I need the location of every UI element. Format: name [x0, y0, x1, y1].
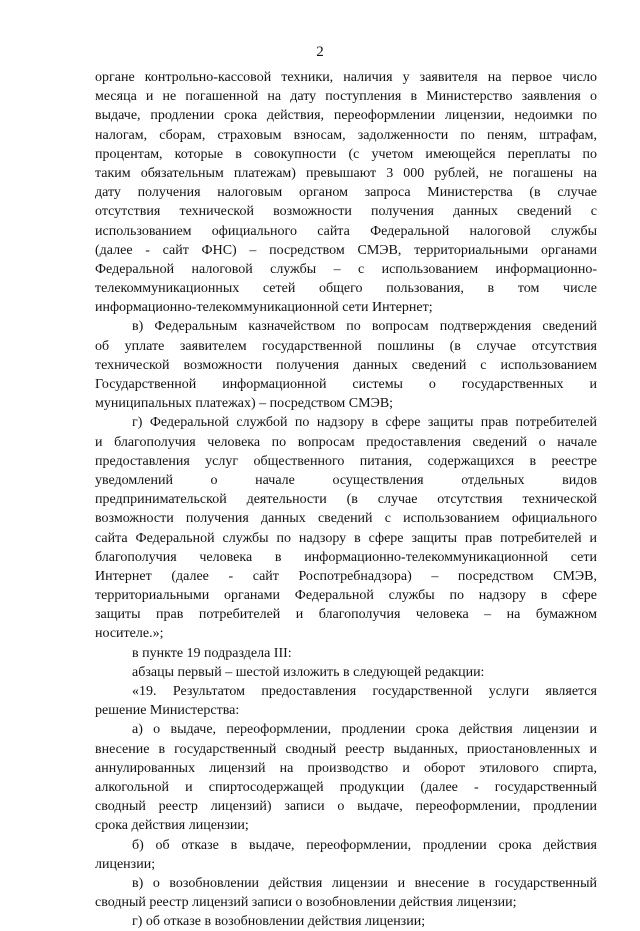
text-line: б) об отказе в выдаче, переоформлении, продлении срока действия [132, 837, 597, 853]
paragraph-point-19 [95, 644, 597, 663]
paragraph-v-treasury [95, 317, 597, 413]
text-line: носителе.»; [95, 626, 164, 642]
text-line: срока действия лицензии; [95, 818, 249, 834]
text-line: таким обязательным платежам) превышают 3 000 рублей, не погашены на [95, 165, 597, 181]
text-line: использованием официального сайта Федеральной налоговой службы [95, 223, 597, 239]
paragraph-v-renewal [95, 874, 597, 912]
text-line: технической возможности получения данных сведений с использованием [95, 357, 597, 373]
text-line: Интернет (далее - сайт Роспотребнадзора) – посредством СМЭВ, [95, 568, 597, 584]
text-line: предоставления услуг общественного питания, содержащихся в реестре [95, 453, 597, 469]
text-line: в) Федеральным казначейством по вопросам подтверждения сведений [132, 319, 597, 335]
text-line: решение Министерства: [95, 703, 240, 719]
text-line: сайта Федеральной службы по надзору в сфере защиты прав потребителей и [95, 530, 597, 546]
paragraph-paragraphs [95, 663, 597, 682]
text-line: дату получения налоговым органом запроса Министерства (в случае [95, 185, 597, 201]
text-line: «19. Результатом предоставления государственной услуги является [132, 684, 597, 699]
text-line: а) о выдаче, переоформлении, продлении срока действия лицензии и [132, 722, 597, 738]
text-line: алкогольной и спиртосодержащей продукции (далее - государственный [95, 779, 597, 795]
document-body [95, 68, 597, 931]
paragraph-g-refusal [95, 912, 597, 931]
text-line: налогам, сборам, страховым взносам, задолженности по пеням, штрафам, [95, 127, 597, 143]
paragraph-a [95, 720, 597, 835]
text-line: уведомлений о начале осуществления отдельных видов [95, 472, 597, 488]
page-number: 2 [316, 44, 324, 60]
paragraph-continuation [95, 68, 597, 317]
text-line: абзацы первый – шестой изложить в следующей редакции: [132, 664, 485, 680]
text-line: лицензии; [95, 856, 156, 872]
text-line: в) о возобновлении действия лицензии и внесение в государственный [132, 875, 597, 891]
text-line: благополучия человека в информационно-телекоммуникационной сети [95, 549, 597, 565]
paragraph-19-result [95, 682, 597, 720]
text-line: Федеральной налоговой службы – с использованием информационно- [95, 261, 597, 277]
text-line: г) Федеральной службой по надзору в сфере защиты прав потребителей [132, 415, 597, 431]
text-line: отсутствия технической возможности получения данных сведений с [95, 204, 597, 220]
text-line: (далее - сайт ФНС) – посредством СМЭВ, территориальными органами [95, 242, 597, 258]
paragraph-g-rospotrebnadzor [95, 413, 597, 643]
paragraph-b [95, 836, 597, 874]
text-line: информационно-телекоммуникационной сети Интернет; [95, 300, 433, 316]
text-line: выдаче, продлении срока действия, переоформлении лицензии, недоимки по [95, 108, 597, 124]
text-line: муниципальных платежах) – посредством СМЭВ; [95, 396, 394, 412]
text-line: внесение в государственный сводный реестр выданных, приостановленных и [95, 741, 597, 757]
text-line: об уплате заявителем государственной пошлины (в случае отсутствия [95, 338, 597, 354]
text-line: возможности получения данных сведений с использованием официального [95, 511, 597, 527]
text-line: территориальными органами Федеральной службы по надзору в сфере [95, 588, 597, 604]
text-line: процентам, которые в совокупности (с учетом имеющейся переплаты по [95, 146, 597, 162]
text-line: предпринимательской деятельности (в случае отсутствия технической [95, 492, 597, 508]
text-line: г) об отказе в возобновлении действия лицензии; [132, 914, 426, 930]
text-line: защиты прав потребителей и благополучия человека – на бумажном [95, 607, 597, 623]
text-line: сводный реестр лицензий) записи о выдаче, переоформлении, продлении [95, 799, 597, 815]
text-line: месяца и не погашенной на дату поступления в Министерство заявления о [95, 89, 597, 105]
text-line: в пункте 19 подраздела III: [132, 645, 292, 661]
text-line: телекоммуникационных сетей общего пользования, в том числе [95, 281, 597, 297]
text-line: сводный реестр лицензий записи о возобновлении действия лицензии; [95, 895, 517, 911]
text-line: аннулированных лицензий на производство и оборот этилового спирта, [95, 760, 597, 776]
text-line: Государственной информационной системы о государственных и [95, 377, 597, 392]
text-line: органе контрольно-кассовой техники, наличия у заявителя на первое число [95, 70, 597, 85]
text-line: и благополучия человека по вопросам предоставления сведений о начале [95, 434, 597, 450]
